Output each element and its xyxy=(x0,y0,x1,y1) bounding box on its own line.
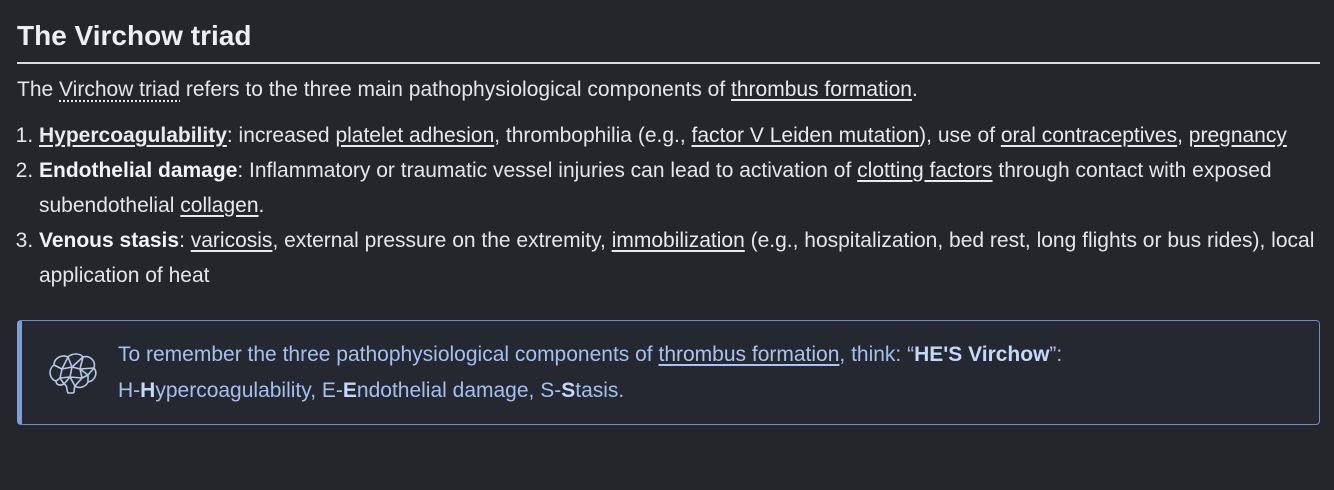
immobilization-link[interactable]: immobilization xyxy=(611,229,745,252)
thrombus-formation-link[interactable]: thrombus formation xyxy=(658,342,840,366)
mnemonic-text-part: , think: “ xyxy=(839,342,915,366)
mnemonic-text xyxy=(118,337,1062,409)
thrombus-formation-link[interactable]: thrombus formation xyxy=(731,78,912,101)
mnemonic-text-part: H- xyxy=(118,378,141,402)
varicosis-link[interactable]: varicosis xyxy=(190,229,273,252)
oral-contraceptives-link[interactable]: oral contraceptives xyxy=(1000,124,1178,147)
clotting-factors-link[interactable]: clotting factors xyxy=(857,159,993,182)
list-item-hypercoagulability xyxy=(39,118,1320,153)
intro-paragraph xyxy=(17,74,1320,106)
endothelial-damage-title: Endothelial damage xyxy=(39,159,238,182)
list-item-endothelial-damage xyxy=(39,153,1320,223)
mnemonic-letter: H xyxy=(140,378,156,402)
triad-list xyxy=(17,118,1320,293)
item-text: ), use of xyxy=(919,124,1001,147)
mnemonic-text-part: ypercoagulability, E- xyxy=(155,378,343,402)
mnemonic-text-part: ”: xyxy=(1049,342,1063,366)
collagen-link[interactable]: collagen xyxy=(180,194,259,217)
mnemonic-phrase: HE'S Virchow xyxy=(914,342,1050,366)
intro-text: refers to the three main pathophysiological components of xyxy=(180,78,732,101)
venous-stasis-title: Venous stasis xyxy=(39,229,180,252)
mnemonic-letter: S xyxy=(561,378,576,402)
factor-v-leiden-link[interactable]: factor V Leiden mutation xyxy=(691,124,920,147)
mnemonic-line-1 xyxy=(118,337,1062,373)
list-item-venous-stasis xyxy=(39,223,1320,293)
item-text: , thrombophilia (e.g., xyxy=(494,124,692,147)
item-text: : increased xyxy=(226,124,336,147)
item-text: through contact with exposed subendothelial xyxy=(39,159,1272,217)
intro-text: . xyxy=(911,78,918,101)
mnemonic-box xyxy=(17,320,1320,425)
pregnancy-link[interactable]: pregnancy xyxy=(1188,124,1287,147)
mnemonic-letter: E xyxy=(342,378,357,402)
mnemonic-text-part: To remember the three pathophysiological components of xyxy=(118,342,659,366)
item-text: (e.g., hospitalization, bed rest, long flights or bus rides), local application of heat xyxy=(39,229,1315,287)
mnemonic-line-2 xyxy=(118,373,1062,409)
item-text: . xyxy=(258,194,265,217)
item-text: : Inflammatory or traumatic vessel injuries can lead to activation of xyxy=(237,159,858,182)
intro-text: The xyxy=(17,78,60,101)
item-text: , xyxy=(1177,124,1189,147)
mnemonic-text-part: tasis. xyxy=(575,378,625,402)
virchow-triad-term[interactable]: Virchow triad xyxy=(59,78,181,101)
item-text: : xyxy=(179,229,191,252)
hypercoagulability-link[interactable]: Hypercoagulability xyxy=(39,124,227,147)
section-heading: The Virchow triad xyxy=(17,0,1320,64)
mnemonic-text-part: ndothelial damage, S- xyxy=(356,378,562,402)
item-text: , external pressure on the extremity, xyxy=(272,229,612,252)
platelet-adhesion-link[interactable]: platelet adhesion xyxy=(335,124,495,147)
brain-icon xyxy=(46,351,98,395)
